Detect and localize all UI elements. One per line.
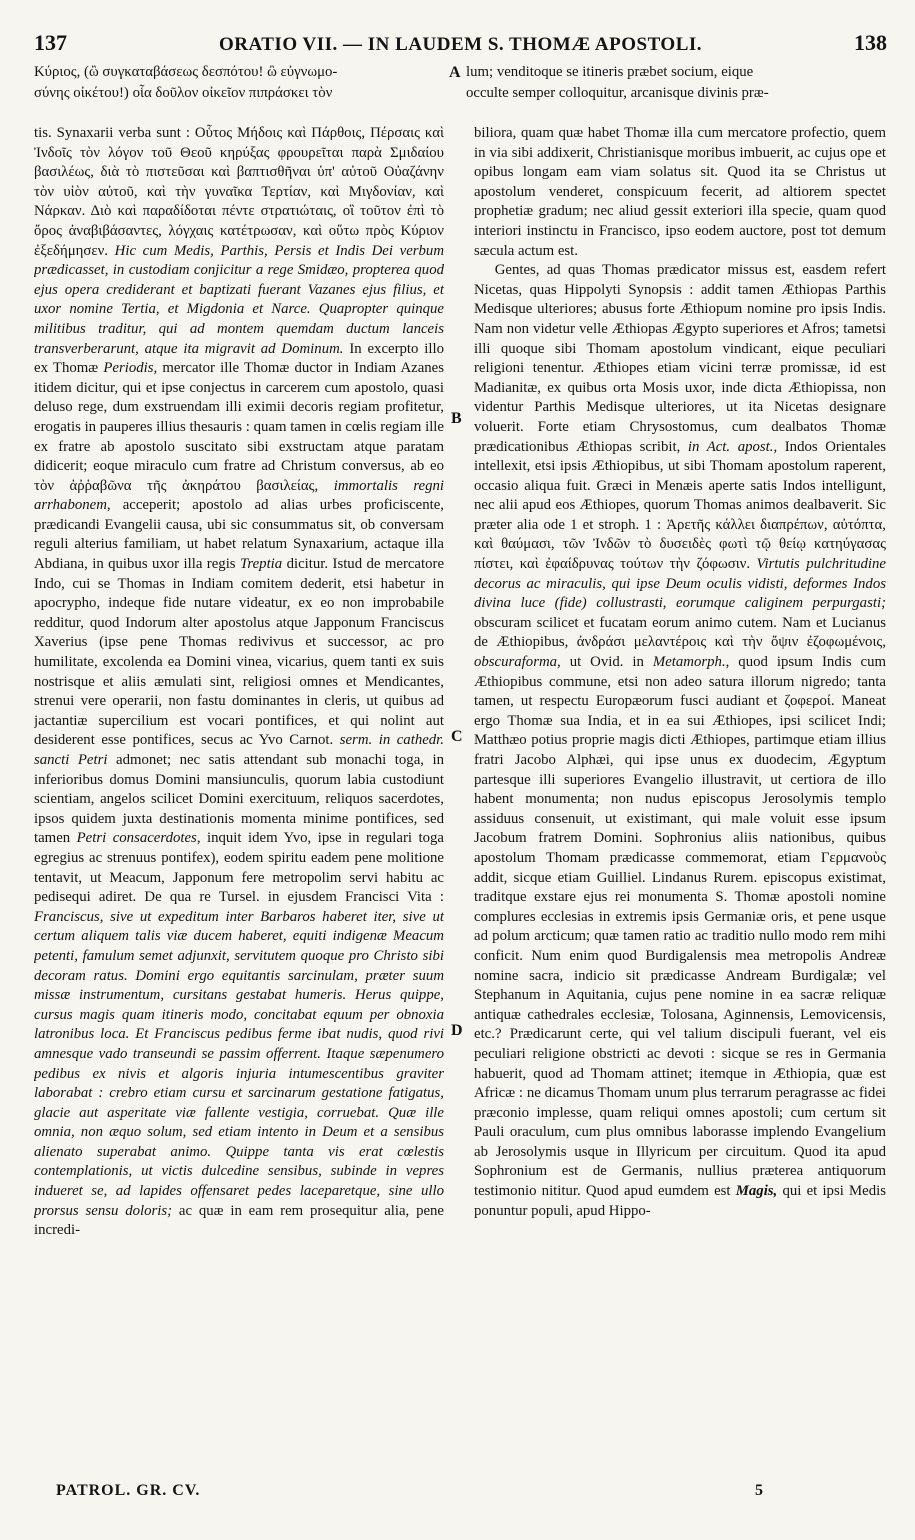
running-header <box>34 30 887 60</box>
section-marker-a: A <box>449 64 461 81</box>
left-paragraph <box>34 124 444 1241</box>
arrhabon-translation: immortalis regni arrhabonem <box>34 477 444 514</box>
metamorph-ref: Metamorph. <box>652 654 726 671</box>
virtutis-translation: Virtutis pulchritudine decorus ac miraculis, qui ipse Deum oculis vidisti, deformes Indos divina luce (fide) collustrasti, eorumque caliginem perpurgasti; <box>474 556 886 612</box>
footer-signature: PATROL. GR. CV. <box>56 1482 201 1499</box>
xaverius-passage: dicitur. Istud de mercatore Indo, cui se Thomas in Indiam comitem dederit, etsi habetur in apocrypho, indeque fide nutare videatur, ex eo non improbabile redditur, quod Indorum alter apostolus atque Japponum Franciscus Xaverius (ipse pene Thomas redivivus et successor, ac pro humilitate, excolenda ea Domini vinea, vicarius, quem tanti ex suis nostrisque et aliis æmulati sint, religiosi omnes et Mendicantes, strenui vere operarii, non fastu dominantes in cleris, ut quibus ad jactantiæ supercilium est vocari pontifices, et qui nolint aut desiderent esse pontifices, secus ac Yvo Carnot. <box>34 556 444 749</box>
right-column <box>474 124 886 1464</box>
petri-consacerdotes: Petri consacerdotes <box>76 830 197 847</box>
right-paragraph-2 <box>474 261 886 1221</box>
top-left-line-1: Κύριος, (ὢ συγκαταβάσεως δεσπότου! ὢ εὐγνωμο- <box>34 64 338 80</box>
gentes-passage: Gentes, ad quas Thomas prædicator missus est, easdem refert Nicetas, quas Hippolyti Synopsis : addit tamen Æthiopas Parthis Medisque ulteriores; abusus forte Æthiopum nomine pro ipsis Indis. Nam non videtur velle Æthiopas Ægypto superiores et Afros; tametsi illi quoque sibi Thomam apostolum vindicant, eique peculiari religioni tenentur. Æthiopes etiam vicini terræ promissæ, id est Madianitæ, ex quibus orta Mosis uxor, inde dicta Æthiopissa, non videntur Parthis Medisque ulteriores, ut ita Nicetas designare voluerit. Forte etiam Chrysostomus, cum dealbatos Thomæ prædicationibus Æthiopas scribit, <box>474 262 886 455</box>
top-left-line-2: σύνης οἰκέτου!) οἷα δοῦλον οἰκεῖον πιπράσκει τὸν <box>34 85 333 101</box>
lucianus-passage: obscuram scilicet et fucatam eorum animo cutem. Nam et Lucianus de Æthiopibus, ἀνδράσι μελαντέροις καὶ τὴν ὄψιν ἐζοφωμένοις, <box>474 614 886 651</box>
page-number-right: 138 <box>853 30 887 55</box>
treptia-name: Treptia <box>239 556 283 573</box>
synaxarium-greek-text: tis. Synaxarii verba sunt : Οὗτος Μήδοις καὶ Πάρθοις, Πέρσαις καὶ Ἰνδοῖς τὸν λόγον τοῦ Θεοῦ κηρύξας φρουρεῖται παρὰ Σμιδαίου βασιλέως, διὰ τὸ πιστεῦσαι καὶ βαπτισθῆναι ὑπ' αὐτοῦ Οὐαζάνην τὸν υἱὸν αὐτοῦ, καὶ τὴν γυναῖκα Τερτίαν, καὶ Μιγδονίαν, καὶ Νάρκαν. Διὸ καὶ παραδίδοται πέντε στρατιώταις, οἳ τοῦτον ἐπὶ τὸ ὄρος ἀναβιβάσαντες, λόγχαις κατέτρωσαν, καὶ οὕτω πρὸς Κύριον ἐξεδήμησεν. <box>34 125 444 259</box>
india-passage: , quod ipsum Indis cum Æthiopibus commune, etsi non adeo satura illorum nigredo; tanta tamen, ut respectu Europæorum fusci audiant et ζοφεροί. Maneat ergo Thomæ sua India, et in ea sui Æthiopes, ipsi scilicet Indi; Matthæo potius proprie magis dicti Æthiopes, partimque etiam illius fratri Jacobo Alphæi, qui ipse unus ex duodecim, Ægyptum partesque illi superiores Evangelio illustravit, ut certiora de illo habent monumenta; non nudus episcopus Jerosolymis templo assiduus consenuit, ut existimant, qui male voluit esse ipsum Jacobum fratrem Domini. Sophronius aliis nationibus, quibus apostolum Thomam prædicasse commemorat, etiam Γερμανοὺς addit, sicque etiam Guilliel. Lindanus Rurem. episcopus existimat, traditque exstare ejus rei monumenta S. Thomæ apostoli nomine complures ecclesias in extremis ipsis Germaniæ oris, et pene usque ad polum arcticum; quæ tamen ratio ac traditio nullo modo rem mihi conficit. Num enim quod Burdigalensis mea metropolis Andreæ nomine sacra, indicio sit prædicasse Andream Burdigalæ; vel Stephanum in Aquitania, cujus pene nomine in ea sacræ reliquæ antiquæ cathedrales ecclesiæ, Tolosana, Aginnensis, Lemovicensis, etc.? Prædicarunt certe, qui vel talium discipuli fuerant, vel eis peculiari religione obstricti ac devoti : sicque se res in Germania habuerit, quod ad Thomam attinet; itemque in Æthiopia, quæ est Africæ : ne dicamus Thomam unum plus terrarum peragrasse ac fidei præconio implesse, quam reliqui omnes apostoli; cum certum sit Pauli oraculum, cum plus omnibus laborasse implendo Evangelium ab Jerosolymis usque in Illyricum per circuitum. Quod ita apud Sophronium est de Germanis, nullius præterea antiquorum testimonio nititur. Quod apud eumdem est <box>474 654 886 1200</box>
yvo-passage: , inquit idem Yvo, ipse in regulari toga egregius ac strenuus pontifex), eodem spiritu eadem pene molitione tentavit, ut Meacum, Japponum fere metropolim servi habitu ac pedisequi adiret. De qua re Tursel. in ejusdem Francisci Vita : <box>34 830 444 906</box>
right-paragraph-1: biliora, quam quæ habet Thomæ illa cum mercatore profectio, quem in via sibi addixerit, Christianisque moribus imbuerit, ac cujus ope et opibus longam eam viam solatus sit. Quod ita se Christus ut apostolum venderet, conspicuum fecerit, ad altiorem spectet prophetiæ gradum; nec aliud gessit exteriori illa specie, quam quod interiori instinctu in Francisco, ipso eodem auctore, post tot demum sæcula actum est. <box>474 125 886 259</box>
synaxarium-latin-translation: Hic cum Medis, Parthis, Persis et Indis Dei verbum prædicasset, in custodiam conjicitur a rege Smidæo, propterea quod ejus opera crediderant et baptizati fuerant Vazanes ejus filius, et uxor nomine Tertia, et Migdonia et Narce. Quapropter quinque militibus traditur, qui ad montem quemdam ductum lanceis transverberarunt, atque ita migravit ad Dominum. <box>34 242 444 357</box>
right-closing-line: qui et ipsi Medis ponuntur populi, apud Hippo- <box>474 1183 886 1219</box>
page-number-left: 137 <box>34 30 67 55</box>
apostle-travels: , acceperit; apostolo ad alias urbes proficiscente, prædicandi Evangelii causa, ubi sic consummatus sit, ob conversam reguli alterius familiam, ut habet relatum Synaxarium, actaque illa Abdiana, in quibus uxor illa regis <box>34 497 444 573</box>
sermon-ref: serm. in cathedr. sancti Petri <box>34 732 444 768</box>
periodis-ref: Periodis, <box>103 360 158 377</box>
act-apost-ref: in Act. apost. <box>687 438 774 455</box>
menaeis-passage: , Indos Orientales intellexit, etsi ipsis Æthiopibus, ut sibi Thomam apostolum raperent, occasio aliqua fuit. Græci in Menæis aperte satis Indos intelligunt, nec alii apud eos Æthiopes, quorum Thomas animos dealbaverit. Sic præter alia ode 1 et stroph. 1 : Ἀρετῆς κάλλει διαπρέπων, αὐτόπτα, καὶ θαύμασι, τῶν Ἰνδῶν τὸ δυσειδὲς φωτὶ τῷ θείῳ κατηύγασας πίστει, καὶ ἐφαίδρυνας τούτων τὴν ζόφωσιν. <box>474 438 886 573</box>
section-marker-d: D <box>451 1022 463 1039</box>
section-marker-b: B <box>451 410 462 427</box>
tursellinus-quote: Franciscus, sive ut expeditum inter Barbaros haberet iter, sive ut certum aliquem talis viæ ducem haberet, equiti indigenæ Meacum petenti, famulum semet adjunxit, servitutem quoque pro Christo sibi decoram ratus. Domini ergo equitantis sarcinulam, præter suum missæ instrumentum, cursitans gestabat humeris. Herus quippe, cursus magis quam itineris modo, concitabat equum per obnoxia latronibus loca. Et Franciscus pedibus ferme ibat nudis, quod rivi amnesque vado transeundi se passim offerrent. Itaque sæpenumero pedibus ex nivis et algoris injuria intumescentibus graviter laborabat : crebro etiam cursu et sarcinarum gestatione fatigatus, glacie aut asperitate viæ fallente vestigia, corruebat. Quæ ille omnia, non æquo solum, sed etiam intento in Deum et a sensibus alienato superabat animo. Quippe tanta vis erat cœlestis contemplationis, ut victis dulcedine sensibus, subinde in vepres indueret se, ad lapides offensaret pedes lacераretque, sine ullo prorsus sensu doloris; <box>34 908 444 1219</box>
running-title: ORATIO VII. — IN LAUDEM S. THOMÆ APOSTOLI. <box>218 34 703 55</box>
azanes-narrative: mercator ille Thomæ ductor in Indiam Azanes itidem dicitur, qui et ipse conjectus in carcerem cum apostolo, quasi deluso rege, dum exstruendam illi eximii decoris regiam profitetur, erogatis in pauperes illius thesauris : quam tamen in cœlis regiam ille ex fratre ab apostolo suscitato sibi exstructam atque paratam didicerit; eoque miraculo cum fratre ad Christum conversus, ab eo τὸν ἀῤῥαβῶνα τῆς ἀκηράτου βασιλείας, <box>34 360 444 494</box>
top-right-line-1: lum; venditoque se itineris præbet socium, eique <box>466 64 754 80</box>
left-column <box>34 124 444 1464</box>
ovid-ref: ut Ovid. in <box>569 654 644 671</box>
top-right-line-2: occulte semper colloquitur, arcanisque divinis præ- <box>466 85 769 101</box>
footer-sheet-number: 5 <box>755 1482 763 1499</box>
excerpt-intro: In excerpto illo ex Thomæ <box>34 340 444 377</box>
top-right-text <box>466 62 915 104</box>
section-marker-c: C <box>451 728 463 745</box>
left-closing-line: ac quæ in eam rem prosequitur alia, pene incredi- <box>34 1202 444 1239</box>
obscura-forma: obscuraforma, <box>474 654 561 671</box>
monachi-passage: admonet; nec satis attendant sub monachi toga, in inferioribus domus Domini mansiunculis, quorum labia custodiunt scientiam, angelos scilicet Domini exercituum, reliquos sacerdotes, ipsos quidem juxta destinationis momenta minime pontifices, sed tamen <box>34 752 444 847</box>
magis-word: Magis, <box>735 1183 778 1200</box>
top-left-text <box>34 62 446 104</box>
